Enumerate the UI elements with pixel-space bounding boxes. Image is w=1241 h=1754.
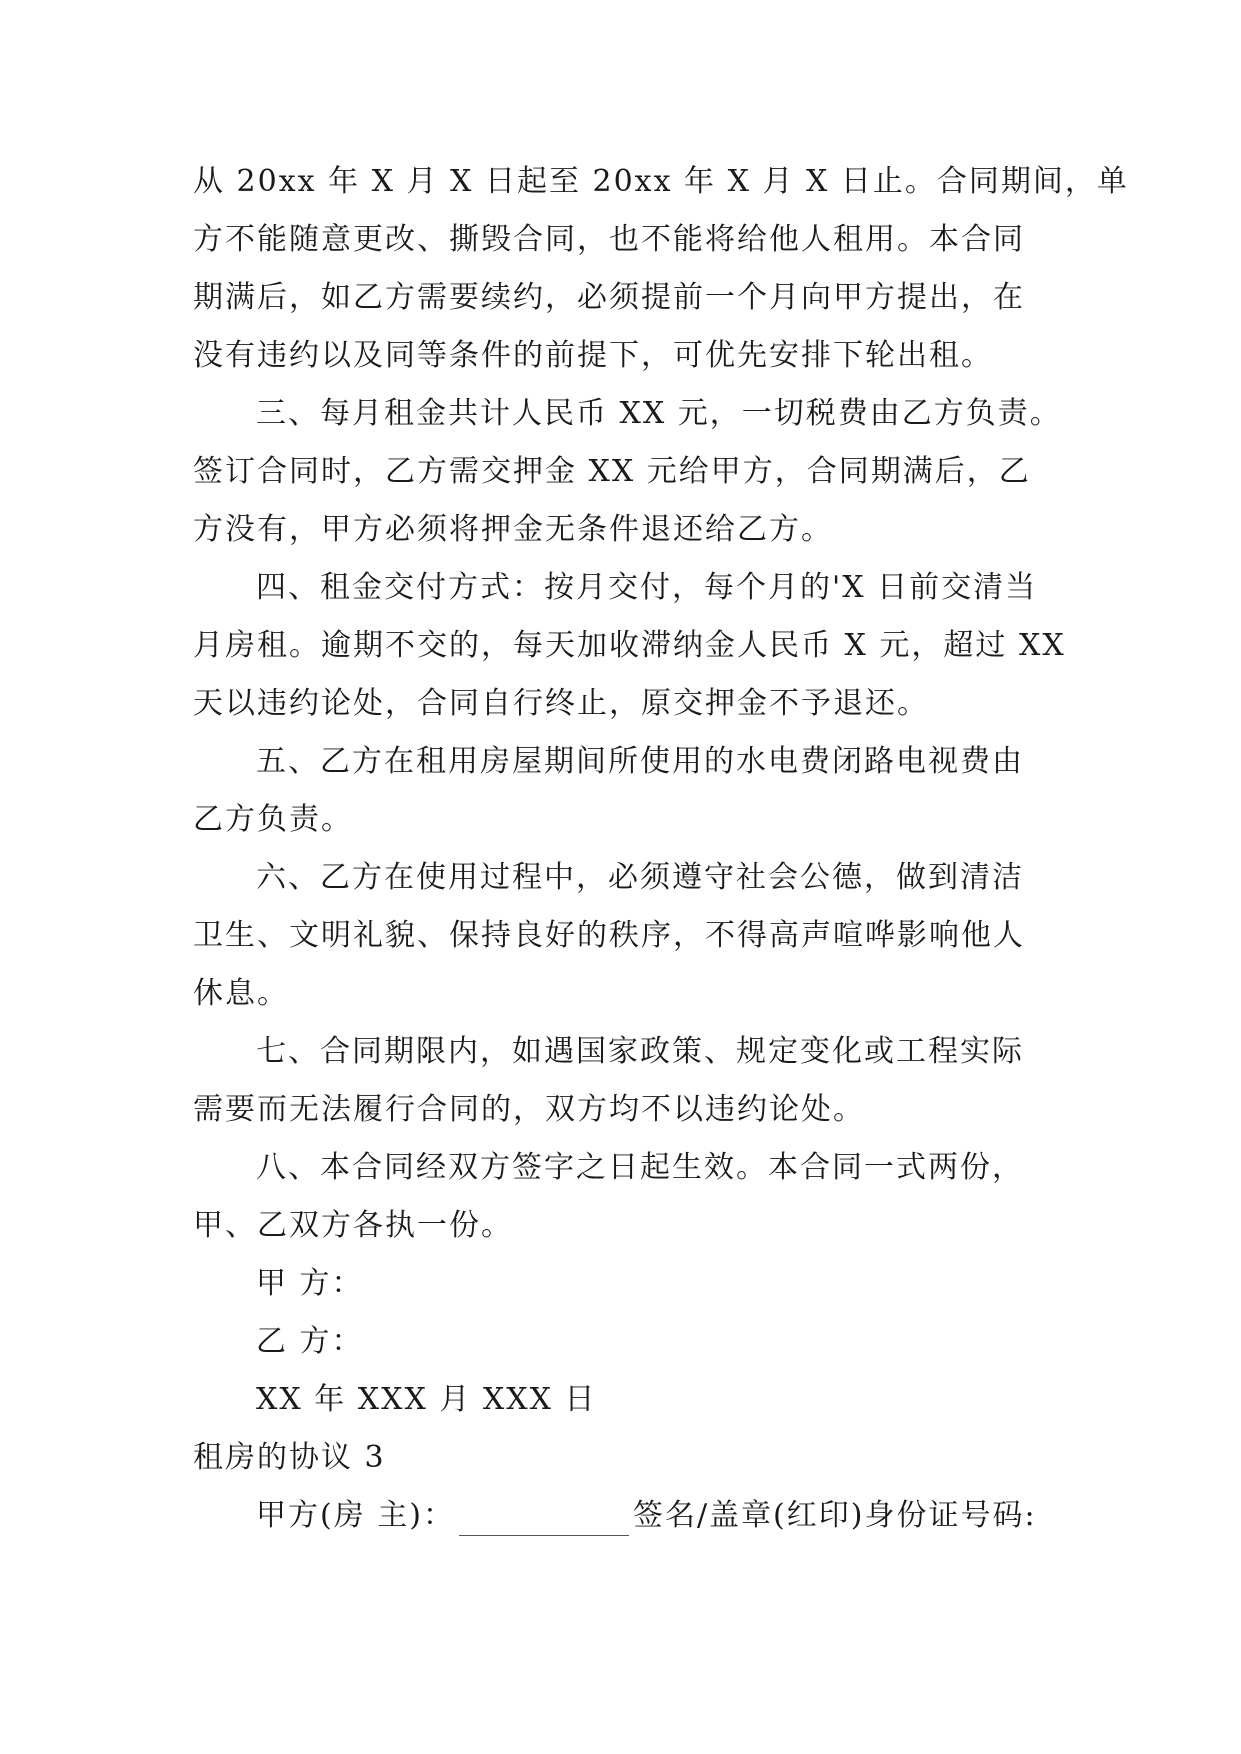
landlord-signature-line <box>256 1496 1037 1536</box>
body-line: 期满后，如乙方需要续约，必须提前一个月向甲方提出，在 <box>193 280 1025 315</box>
body-line: 从 20xx 年 X 月 X 日起至 20xx 年 X 月 X 日止。合同期间，单 <box>193 164 1129 199</box>
body-line: 甲、乙双方各执一份。 <box>193 1208 513 1243</box>
clause-7-line: 七、合同期限内，如遇国家政策、规定变化或工程实际 <box>256 1034 1024 1069</box>
party-b-label: 乙 方： <box>256 1324 364 1359</box>
signature-note: 签名/盖章(红印)身份证号码: <box>632 1498 1037 1533</box>
clause-6-line: 六、乙方在使用过程中，必须遵守社会公德，做到清洁 <box>256 860 1024 895</box>
clause-5-line: 五、乙方在租用房屋期间所使用的水电费闭路电视费由 <box>256 744 1024 779</box>
body-line: 方不能随意更改、撕毁合同，也不能将给他人租用。本合同 <box>193 222 1025 257</box>
body-line: 没有违约以及同等条件的前提下，可优先安排下轮出租。 <box>193 338 993 373</box>
body-line: 乙方负责。 <box>193 802 353 837</box>
body-line: 需要而无法履行合同的，双方均不以违约论处。 <box>193 1092 865 1127</box>
body-line: 方没有，甲方必须将押金无条件退还给乙方。 <box>193 512 833 547</box>
clause-4-line: 四、租金交付方式：按月交付，每个月的'X 日前交清当 <box>256 570 1038 605</box>
party-a-label: 甲 方： <box>256 1266 364 1301</box>
clause-8-line: 八、本合同经双方签字之日起生效。本合同一式两份， <box>256 1150 1024 1185</box>
section-heading: 租房的协议 3 <box>193 1440 386 1475</box>
body-line: 月房租。逾期不交的，每天加收滞纳金人民币 X 元，超过 XX <box>193 628 1066 663</box>
landlord-label: 甲方(房 主)： <box>256 1498 455 1533</box>
body-line: 卫生、文明礼貌、保持良好的秩序，不得高声喧哗影响他人 <box>193 918 1025 953</box>
body-line: 休息。 <box>193 976 289 1011</box>
date-line: XX 年 XXX 月 XXX 日 <box>256 1382 597 1417</box>
body-line: 签订合同时，乙方需交押金 XX 元给甲方，合同期满后，乙 <box>193 454 1031 489</box>
signature-blank <box>459 1505 629 1536</box>
body-line: 天以违约论处，合同自行终止，原交押金不予退还。 <box>193 686 929 721</box>
clause-3-line: 三、每月租金共计人民币 XX 元，一切税费由乙方负责。 <box>256 396 1062 431</box>
